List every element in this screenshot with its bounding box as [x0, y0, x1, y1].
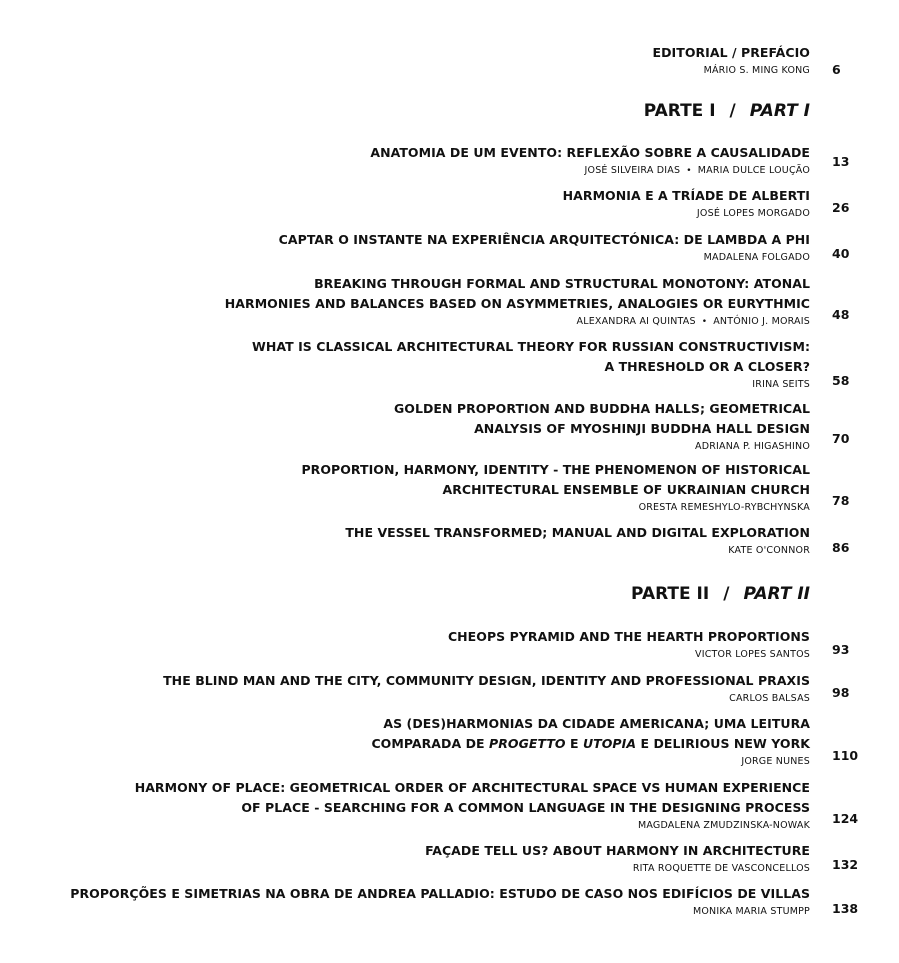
page-number: 6 [832, 62, 841, 77]
part-separator: / [723, 584, 730, 604]
entry-title: EDITORIAL / PREFÁCIO [652, 45, 810, 60]
page-number: 13 [832, 154, 850, 169]
toc-entry [163, 671, 810, 706]
page-number: 78 [832, 493, 850, 508]
entry-title-line: FAÇADE TELL US? ABOUT HARMONY IN ARCHITECTURE [425, 843, 810, 858]
entry-title-line: PROPORTION, HARMONY, IDENTITY - THE PHENOMENON OF HISTORICAL [301, 462, 810, 477]
author-name: JOSÉ LOPES MORGADO [696, 208, 810, 219]
toc-entry-editorial [653, 43, 810, 78]
toc-entry [252, 337, 810, 392]
toc-entry [279, 230, 810, 265]
entry-title-line: AS (DES)HARMONIAS DA CIDADE AMERICANA; UMA LEITURA [383, 716, 810, 731]
author-name: JORGE NUNES [741, 756, 810, 767]
entry-title-line: A THRESHOLD OR A CLOSER? [604, 359, 810, 374]
page-number: 93 [832, 642, 850, 657]
toc-entry [425, 841, 810, 876]
entry-title-line: CHEOPS PYRAMID AND THE HEARTH PROPORTIONS [447, 629, 810, 644]
entry-title-line: HARMONIA E A TRÍADE DE ALBERTI [562, 188, 810, 203]
author-name: MARIA DULCE LOUÇÃO [697, 165, 810, 176]
toc-entry [394, 399, 810, 454]
entry-title-line: PROPORÇÕES E SIMETRIAS NA OBRA DE ANDREA PALLADIO: ESTUDO DE CASO NOS EDIFÍCIOS DE VILLAS [70, 886, 810, 901]
part-title-pt: PARTE II [631, 584, 710, 604]
entry-title-line: ANATOMIA DE UM EVENTO: REFLEXÃO SOBRE A CAUSALIDADE [370, 145, 810, 160]
entry-title-line: GOLDEN PROPORTION AND BUDDHA HALLS; GEOMETRICAL [393, 401, 810, 416]
author-separator-bullet: • [701, 317, 708, 327]
entry-authors [163, 691, 810, 706]
toc-entry [370, 143, 810, 179]
entry-authors [135, 818, 810, 833]
part-heading-2 [631, 584, 810, 604]
page-number: 124 [832, 811, 859, 826]
entry-title-line: COMPARADA DE PROGETTO E UTOPIA E DELIRIOUS NEW YORK [371, 736, 810, 751]
entry-title-line: BREAKING THROUGH FORMAL AND STRUCTURAL MONOTONY: ATONAL [314, 276, 810, 291]
entry-title-line: ARCHITECTURAL ENSEMBLE OF UKRAINIAN CHURCH [442, 482, 810, 497]
part-title-pt: PARTE I [643, 101, 716, 121]
page-number: 98 [832, 685, 850, 700]
toc-entry [135, 778, 810, 833]
toc-entry [225, 274, 810, 330]
author-name: IRINA SEITS [752, 379, 810, 390]
entry-title-line: HARMONIES AND BALANCES BASED ON ASYMMETRIES, ANALOGIES OR EURYTHMIC [224, 296, 810, 311]
author-name: MADALENA FOLGADO [703, 252, 810, 263]
entry-authors [345, 543, 810, 558]
toc-entry [371, 714, 810, 769]
entry-authors [301, 500, 810, 515]
entry-authors [279, 250, 810, 265]
author-name: ADRIANA P. HIGASHINO [695, 441, 810, 452]
author-name: MONIKA MARIA STUMPP [692, 906, 810, 917]
entry-title-line: ANALYSIS OF MYOSHINJI BUDDHA HALL DESIGN [474, 421, 810, 436]
author-separator-bullet: • [686, 166, 692, 176]
part-title-en: PART I [749, 101, 810, 121]
author-name: JOSÉ SILVEIRA DIAS [584, 165, 681, 176]
entry-author: MÁRIO S. MING KONG [703, 65, 810, 76]
entry-title-line: THE VESSEL TRANSFORMED; MANUAL AND DIGITAL EXPLORATION [345, 525, 810, 540]
toc-entry [448, 627, 810, 662]
entry-authors [563, 206, 810, 221]
toc-entry [563, 186, 810, 221]
entry-title-line: HARMONY OF PLACE: GEOMETRICAL ORDER OF ARCHITECTURAL SPACE VS HUMAN EXPERIENCE [134, 780, 810, 795]
toc-entry [345, 523, 810, 558]
entry-authors [370, 163, 810, 179]
author-name: MAGDALENA ZMUDZINSKA-NOWAK [637, 820, 810, 831]
author-name: CARLOS BALSAS [729, 693, 810, 704]
author-name: ALEXANDRA AI QUINTAS [576, 316, 696, 327]
entry-authors [371, 754, 810, 769]
entry-authors [70, 904, 810, 919]
entry-title-line: WHAT IS CLASSICAL ARCHITECTURAL THEORY FOR RUSSIAN CONSTRUCTIVISM: [251, 339, 810, 354]
page-number: 48 [832, 307, 850, 322]
entry-authors [448, 647, 810, 662]
toc-entry [70, 884, 810, 919]
part-title-en: PART II [743, 584, 810, 604]
author-name: ANTÓNIO J. MORAIS [713, 316, 810, 327]
entry-title-line: CAPTAR O INSTANTE NA EXPERIÊNCIA ARQUITECTÓNICA: DE LAMBDA A PHI [278, 232, 810, 247]
page-number: 138 [832, 901, 859, 916]
part-heading-1 [644, 101, 810, 121]
entry-authors [425, 861, 810, 876]
page-number: 70 [832, 431, 850, 446]
part-separator: / [729, 101, 736, 121]
author-name: VICTOR LOPES SANTOS [695, 649, 810, 660]
entry-authors [225, 314, 810, 330]
author-name: RITA ROQUETTE DE VASCONCELLOS [632, 863, 810, 874]
entry-title-line: OF PLACE - SEARCHING FOR A COMMON LANGUAGE IN THE DESIGNING PROCESS [241, 800, 810, 815]
entry-authors [394, 439, 810, 454]
page-number: 110 [832, 748, 859, 763]
entry-authors [252, 377, 810, 392]
author-name: ORESTA REMESHYLO-RYBCHYNSKA [638, 502, 810, 513]
entry-title-line: THE BLIND MAN AND THE CITY, COMMUNITY DESIGN, IDENTITY AND PROFESSIONAL PRAXIS [163, 673, 810, 688]
page-number: 40 [832, 246, 850, 261]
page-number: 26 [832, 200, 850, 215]
page-number: 58 [832, 373, 850, 388]
author-name: KATE O'CONNOR [728, 545, 810, 556]
page-number: 86 [832, 540, 850, 555]
toc-entry [301, 460, 810, 515]
page-number: 132 [832, 857, 859, 872]
